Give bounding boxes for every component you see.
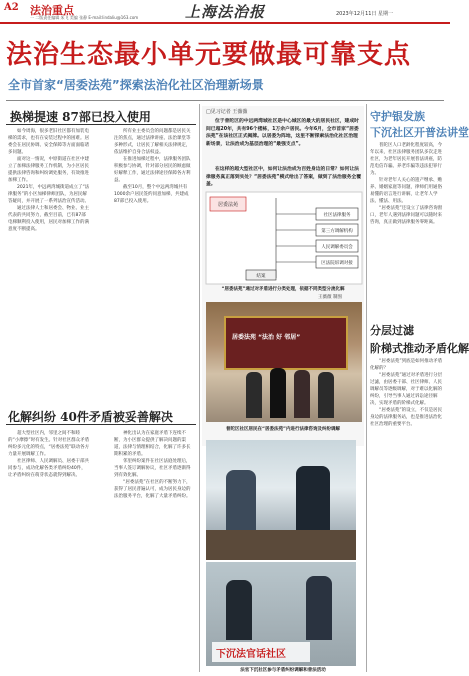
photo3-caption: 法官下沉社区参与矛盾纠纷调解和普法活动 [240,668,326,673]
paragraph: 截至10月，整个中远两湾城共有1000余户居民签约同意加梯，共建成87部已投入使用。 [114,185,189,204]
chart-caption: “居委法苑”通过对矛盾进行分类处理，依据不同类型分流化解 [221,287,345,292]
col4-heading2: 下沉社区开普法讲堂 [370,126,469,139]
paragraph: 在推进加梯过程中，法律服务团队积极参与协调，针对部分居民的顾虑做好解释工作，通过法律途径保障各方利益。 [114,157,191,183]
paragraph: “居委法苑”到底是如何推动矛盾化解的？ [370,359,443,371]
paragraph: “居委法苑”在社区的不断努力下，获得了居民普遍认可，成为居民身边的法治服务平台，化解了大量矛盾纠纷。 [114,480,191,499]
paragraph: 位于普陀区的中远两湾城社区是中心城区的最大的居民社区，建成时间已超20年，共有96个楼栋，1万余户居民。今年6月，全市首家“居委法苑”在该社区正式揭牌。以居委为阵地，这里不断探索法治化社区治理新场景，让法治成为基层治理的“最强支点”。 [206,119,359,147]
person-figure [226,470,256,530]
sub-headline: 全市首家“居委法苑”探索法治化社区治理新场景 [8,78,264,92]
paragraph: 所有业主委员会的问题都是居民关注的焦点，通过法律讲座、法治课堂等多种形式，让居民了解相关法律规定，依法维护自身合法权益。 [114,129,191,155]
paragraph: 邻里纠纷案件在社区法庭处理后，当事人签订调解协议，社区矛盾逐渐得到有效化解。 [114,459,191,478]
col4-heading3: 分层过滤 [370,324,414,337]
paragraph: 普陀区人口老龄化程度较高，今年以来，社区法律服务团队多次走进社区，为老年居民开展普法讲座，防范电信诈骗、养老诈骗等违法犯罪行为。 [370,143,442,176]
section-title: 法治重点 [30,4,74,17]
col2-body [114,128,194,403]
col4-body [370,142,446,318]
paragraph: 面对这一情况，中原街道在社区中建立了加梯法律服务工作机制，为小区居民提供法律咨询和纠纷调处服务，有效推进加梯工作。 [8,157,89,183]
paragraph: “居委法苑”的设立，不仅是居民身边的法律服务站，也是推进法治化社区治理的重要平台。 [370,408,443,427]
person-figure [246,372,262,418]
header-divider [6,100,444,101]
photo-label: 下沉法官话社区 [216,649,286,660]
col1-heading-rule [6,124,196,125]
flow-box-label: 社区法律服务 [323,213,351,218]
column-divider [199,104,200,672]
chart-credit: 王薇薇 制图 [318,295,342,300]
col4-heading4: 阶梯式推动矛盾化解 [370,342,469,355]
desk [206,530,356,560]
person-figure [226,580,252,640]
paragraph: 在这样的超大型社区中，如何让法治成为百姓身边的日常？如何让法律服务真正落到实处？“居委法苑”模式给出了答案，做到了法治服务全覆盖。 [206,167,362,187]
col1-heading: 换梯提速 87部已投入使用 [10,110,151,124]
flow-box-label: 第三方调解机构 [321,229,353,234]
person-figure [294,370,310,418]
person-figure [270,368,286,418]
editor-info: 一 二版责任编辑 朱飞 美编 张静 E-mail:lindaliu@163.com [30,15,139,20]
photo-ceremony [206,302,362,422]
paragraph: 超大型社区内，邻里之间不和睦的“小摩擦”时有发生。针对社区群众矛盾纠纷多元化的特点，“居委法苑”联动各方力量开展调解工作。 [8,431,90,457]
col1-heading2: 化解纠纷 40件矛盾被妥善解决 [8,410,173,424]
paragraph: “居委法苑”通过对矛盾进行分层过滤，由居委干部、社区律师、人民调解员等逐级调解，对于难以化解的纠纷，引导当事人通过诉讼途径解决，实现矛盾的阶梯式化解。 [370,373,443,406]
flow-box-label: 人民调解委员会 [321,245,353,250]
intro-text [206,118,362,164]
intro-text2 [206,166,362,190]
paragraph: 社区律师、人民调解员、居委干部共同参与，成功化解各类矛盾纠纷40件，让矛盾纠纷在萌芽状态就得到解决。 [8,459,89,478]
plaque-board [224,316,348,370]
person-figure [306,576,332,640]
flow-box-label: 居委法苑 [217,202,239,208]
col1-body [8,128,90,403]
col1-heading2-rule [6,424,196,425]
paragraph: 通过法律人士和居委会、物业、业主代表的共同努力，截至目前，已有87部电梯顺利投入使用，居民对加梯工作的满意度不断提高。 [8,206,89,232]
photo-judges [206,562,356,666]
photo1-caption: 普陀区社区居民在“居委法苑”内进行法律咨询及纠纷调解 [226,427,340,432]
person-figure [318,372,334,418]
page-number: A2 [4,2,19,13]
issue-date: 2023年12月11日 星期一 [336,11,394,17]
paragraph: 2021年，中远两湾城街道成立了“法律服务”的小区加梯律师团队，为居民解答疑问，并开展了一系列法治宣传活动。 [8,185,90,204]
newspaper-logo: 上海法治报 [185,3,266,21]
col1-body2 [8,430,90,670]
paragraph: 针对老年人关心的遗产继承、赡养、婚姻家庭等问题，律师们用通俗易懂的语言进行讲解，让老年人学法、懂法、用法。 [370,178,442,204]
paragraph: 神化出认为在家庭矛盾下连续不断，为小区群众提供了解决问题的渠道，法律与情理相结合，化解了许多长期积累的矛盾。 [114,431,191,457]
column-divider [366,104,367,672]
photo-consultation [206,440,356,560]
main-headline: 法治生态最小单元要做最可靠支点 [6,40,412,70]
flow-box-label: 区法院诉调对接 [321,261,353,266]
paragraph: “居委法苑”还设立了法律咨询窗口，老年人遇到法律问题可以随时来咨询，真正做到法律服务零距离。 [370,206,443,225]
paragraph: 如今周海，很多老旧社区都有加装电梯的需求，也有在安装过程中的困难。居委会在居民协调、安全保障等方面面临诸多问题。 [8,129,89,155]
col4-body2 [370,358,446,668]
person-figure [296,466,330,530]
plaque-text: 居委法苑 “法治 好 邻居” [232,334,301,341]
flowchart-diagram [206,192,362,284]
flow-box-label: 结案 [256,274,266,279]
col2-body2 [114,430,194,670]
col4-heading1: 守护银发族 [370,110,425,123]
reporter-byline: □见习记者 王薇薇 [206,109,248,115]
